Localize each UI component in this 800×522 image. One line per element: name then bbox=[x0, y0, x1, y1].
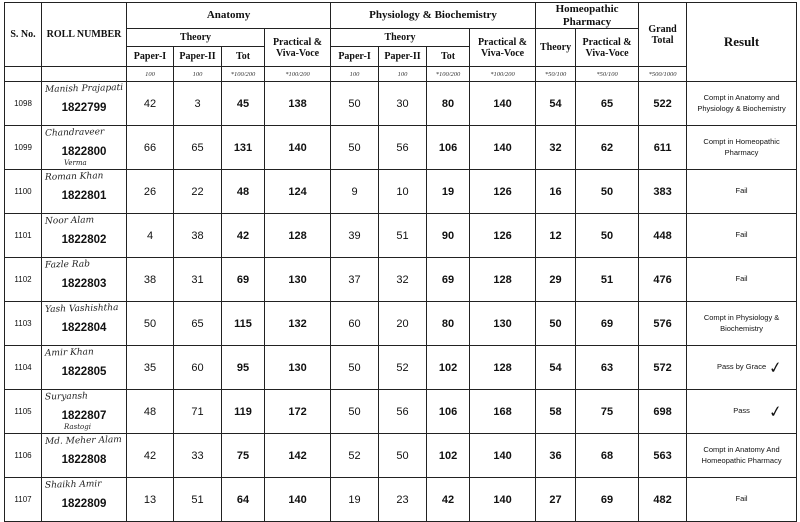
cell-physio-tot: 80 bbox=[427, 82, 470, 126]
cell-sno: 1103 bbox=[5, 302, 42, 346]
max-physio-tot: *100/200 bbox=[427, 67, 470, 82]
result-text: Fail bbox=[735, 186, 748, 196]
cell-result bbox=[687, 126, 797, 170]
table-row bbox=[5, 126, 797, 170]
header-physio-paper1: Paper-I bbox=[331, 47, 379, 67]
cell-physio-paper2: 10 bbox=[379, 170, 427, 214]
check-mark-icon: ✓ bbox=[767, 402, 784, 422]
cell-homeo-practical: 65 bbox=[576, 82, 639, 126]
cell-result bbox=[687, 478, 797, 522]
cell-grand-total: 611 bbox=[639, 126, 687, 170]
cell-anatomy-paper1: 42 bbox=[127, 82, 174, 126]
cell-anatomy-tot: 64 bbox=[222, 478, 265, 522]
cell-anatomy-tot: 42 bbox=[222, 214, 265, 258]
cell-sno: 1105 bbox=[5, 390, 42, 434]
max-anatomy-practical: *100/200 bbox=[265, 67, 331, 82]
cell-grand-total: 572 bbox=[639, 346, 687, 390]
cell-grand-total: 563 bbox=[639, 434, 687, 478]
cell-physio-paper1: 50 bbox=[331, 346, 379, 390]
cell-physio-practical: 126 bbox=[470, 170, 536, 214]
header-homeo-theory: Theory bbox=[536, 29, 576, 67]
table-row bbox=[5, 82, 797, 126]
roll-number: 1822807 bbox=[61, 410, 107, 422]
cell-grand-total: 476 bbox=[639, 258, 687, 302]
header-physio-tot: Tot bbox=[427, 47, 470, 67]
cell-anatomy-tot: 131 bbox=[222, 126, 265, 170]
table-row bbox=[5, 170, 797, 214]
handwritten-name-continued: Verma bbox=[64, 159, 87, 167]
cell-anatomy-paper1: 38 bbox=[127, 258, 174, 302]
header-physiology: Physiology & Biochemistry bbox=[331, 3, 536, 29]
cell-physio-practical: 128 bbox=[470, 258, 536, 302]
max-physio-practical: *100/200 bbox=[470, 67, 536, 82]
table-row bbox=[5, 390, 797, 434]
cell-roll bbox=[42, 390, 127, 434]
result-text: Compt in Homeopathic Pharmacy bbox=[703, 137, 780, 157]
handwritten-name: Md. Meher Alam bbox=[44, 434, 122, 448]
cell-result bbox=[687, 170, 797, 214]
cell-anatomy-tot: 95 bbox=[222, 346, 265, 390]
cell-sno: 1098 bbox=[5, 82, 42, 126]
cell-sno: 1099 bbox=[5, 126, 42, 170]
cell-physio-paper1: 9 bbox=[331, 170, 379, 214]
cell-roll bbox=[42, 82, 127, 126]
cell-physio-practical: 140 bbox=[470, 478, 536, 522]
handwritten-name-continued: Rastogi bbox=[64, 423, 91, 431]
cell-anatomy-paper1: 26 bbox=[127, 170, 174, 214]
max-grand-total: *500/1000 bbox=[639, 67, 687, 82]
header-anatomy-theory: Theory bbox=[127, 29, 265, 47]
cell-physio-paper1: 19 bbox=[331, 478, 379, 522]
max-anatomy-paper1: 100 bbox=[127, 67, 174, 82]
roll-number: 1822801 bbox=[61, 190, 107, 202]
cell-physio-practical: 130 bbox=[470, 302, 536, 346]
result-text: Pass bbox=[733, 406, 750, 416]
cell-sno: 1100 bbox=[5, 170, 42, 214]
cell-anatomy-paper1: 13 bbox=[127, 478, 174, 522]
cell-physio-paper1: 39 bbox=[331, 214, 379, 258]
table-body bbox=[5, 82, 797, 522]
cell-physio-paper2: 56 bbox=[379, 126, 427, 170]
cell-homeo-practical: 50 bbox=[576, 214, 639, 258]
roll-number: 1822804 bbox=[61, 322, 107, 334]
header-anatomy: Anatomy bbox=[127, 3, 331, 29]
header-physio-paper2: Paper-II bbox=[379, 47, 427, 67]
cell-sno: 1106 bbox=[5, 434, 42, 478]
cell-anatomy-practical: 130 bbox=[265, 346, 331, 390]
cell-homeo-practical: 63 bbox=[576, 346, 639, 390]
cell-homeo-practical: 68 bbox=[576, 434, 639, 478]
header-anatomy-paper1: Paper-I bbox=[127, 47, 174, 67]
marks-table bbox=[4, 2, 797, 522]
cell-anatomy-paper1: 66 bbox=[127, 126, 174, 170]
table-row bbox=[5, 478, 797, 522]
cell-homeo-practical: 69 bbox=[576, 302, 639, 346]
cell-roll bbox=[42, 302, 127, 346]
header-anatomy-practical: Practical & Viva-Voce bbox=[265, 29, 331, 67]
header-anatomy-tot: Tot bbox=[222, 47, 265, 67]
cell-result bbox=[687, 82, 797, 126]
cell-physio-paper1: 50 bbox=[331, 82, 379, 126]
cell-homeo-theory: 16 bbox=[536, 170, 576, 214]
cell-anatomy-paper2: 33 bbox=[174, 434, 222, 478]
cell-grand-total: 522 bbox=[639, 82, 687, 126]
header-anatomy-paper2: Paper-II bbox=[174, 47, 222, 67]
cell-anatomy-paper2: 51 bbox=[174, 478, 222, 522]
cell-anatomy-paper2: 3 bbox=[174, 82, 222, 126]
header-roll-number: ROLL NUMBER bbox=[42, 3, 127, 67]
cell-physio-tot: 42 bbox=[427, 478, 470, 522]
table-row bbox=[5, 214, 797, 258]
header-grand-total: Grand Total bbox=[639, 3, 687, 67]
cell-homeo-practical: 69 bbox=[576, 478, 639, 522]
handwritten-name: Fazle Rab bbox=[44, 259, 91, 271]
cell-physio-practical: 126 bbox=[470, 214, 536, 258]
cell-anatomy-practical: 132 bbox=[265, 302, 331, 346]
cell-homeo-theory: 50 bbox=[536, 302, 576, 346]
cell-result bbox=[687, 390, 797, 434]
cell-anatomy-practical: 140 bbox=[265, 478, 331, 522]
max-physio-paper2: 100 bbox=[379, 67, 427, 82]
cell-homeo-practical: 62 bbox=[576, 126, 639, 170]
header-sno: S. No. bbox=[5, 3, 42, 67]
result-text: Fail bbox=[735, 494, 748, 504]
roll-number: 1822805 bbox=[61, 366, 107, 378]
cell-physio-tot: 106 bbox=[427, 390, 470, 434]
cell-result bbox=[687, 302, 797, 346]
cell-anatomy-paper2: 71 bbox=[174, 390, 222, 434]
cell-roll bbox=[42, 346, 127, 390]
cell-homeo-practical: 75 bbox=[576, 390, 639, 434]
table-row bbox=[5, 434, 797, 478]
result-text: Compt in Physiology & Biochemistry bbox=[703, 313, 780, 333]
check-mark-icon: ✓ bbox=[767, 358, 784, 378]
cell-physio-paper2: 51 bbox=[379, 214, 427, 258]
roll-number: 1822808 bbox=[61, 454, 107, 466]
max-anatomy-tot: *100/200 bbox=[222, 67, 265, 82]
cell-grand-total: 482 bbox=[639, 478, 687, 522]
handwritten-name: Manish Prajapati bbox=[44, 82, 124, 96]
handwritten-name: Amir Khan bbox=[44, 347, 94, 359]
cell-anatomy-paper2: 65 bbox=[174, 302, 222, 346]
cell-roll bbox=[42, 258, 127, 302]
cell-anatomy-paper2: 22 bbox=[174, 170, 222, 214]
cell-sno: 1104 bbox=[5, 346, 42, 390]
cell-homeo-practical: 50 bbox=[576, 170, 639, 214]
cell-physio-practical: 140 bbox=[470, 126, 536, 170]
table-row bbox=[5, 302, 797, 346]
cell-result bbox=[687, 434, 797, 478]
cell-physio-paper1: 60 bbox=[331, 302, 379, 346]
cell-grand-total: 448 bbox=[639, 214, 687, 258]
handwritten-name: Noor Alam bbox=[44, 215, 95, 227]
cell-physio-practical: 128 bbox=[470, 346, 536, 390]
table-row bbox=[5, 258, 797, 302]
cell-anatomy-practical: 172 bbox=[265, 390, 331, 434]
cell-homeo-theory: 29 bbox=[536, 258, 576, 302]
header-physio-theory: Theory bbox=[331, 29, 470, 47]
roll-number: 1822800 bbox=[61, 146, 107, 158]
max-empty-roll bbox=[42, 67, 127, 82]
cell-physio-paper2: 20 bbox=[379, 302, 427, 346]
cell-anatomy-paper2: 60 bbox=[174, 346, 222, 390]
result-text: Fail bbox=[735, 230, 748, 240]
cell-anatomy-paper1: 48 bbox=[127, 390, 174, 434]
header-homeo-practical: Practical & Viva-Voce bbox=[576, 29, 639, 67]
table-row bbox=[5, 346, 797, 390]
max-homeo-theory: *50/100 bbox=[536, 67, 576, 82]
cell-physio-paper2: 50 bbox=[379, 434, 427, 478]
cell-physio-paper1: 52 bbox=[331, 434, 379, 478]
cell-sno: 1101 bbox=[5, 214, 42, 258]
cell-anatomy-tot: 115 bbox=[222, 302, 265, 346]
cell-physio-tot: 69 bbox=[427, 258, 470, 302]
cell-anatomy-paper2: 31 bbox=[174, 258, 222, 302]
cell-physio-tot: 80 bbox=[427, 302, 470, 346]
roll-number: 1822799 bbox=[61, 102, 107, 114]
cell-anatomy-paper2: 65 bbox=[174, 126, 222, 170]
cell-homeo-theory: 32 bbox=[536, 126, 576, 170]
cell-physio-practical: 168 bbox=[470, 390, 536, 434]
max-empty-sno bbox=[5, 67, 42, 82]
max-anatomy-paper2: 100 bbox=[174, 67, 222, 82]
cell-anatomy-tot: 69 bbox=[222, 258, 265, 302]
cell-roll bbox=[42, 434, 127, 478]
max-physio-paper1: 100 bbox=[331, 67, 379, 82]
cell-physio-paper2: 56 bbox=[379, 390, 427, 434]
cell-roll bbox=[42, 478, 127, 522]
handwritten-name: Chandraveer bbox=[44, 127, 105, 139]
handwritten-name: Yash Vashishtha bbox=[44, 303, 119, 315]
cell-grand-total: 698 bbox=[639, 390, 687, 434]
cell-sno: 1107 bbox=[5, 478, 42, 522]
result-text: Fail bbox=[735, 274, 748, 284]
cell-physio-paper2: 23 bbox=[379, 478, 427, 522]
handwritten-name: Shaikh Amir bbox=[44, 479, 102, 491]
cell-sno: 1102 bbox=[5, 258, 42, 302]
cell-homeo-theory: 12 bbox=[536, 214, 576, 258]
header-homeopathic-pharmacy: Homeopathic Pharmacy bbox=[536, 3, 639, 29]
cell-grand-total: 383 bbox=[639, 170, 687, 214]
roll-number: 1822802 bbox=[61, 234, 107, 246]
cell-physio-tot: 106 bbox=[427, 126, 470, 170]
cell-anatomy-practical: 128 bbox=[265, 214, 331, 258]
cell-physio-paper2: 52 bbox=[379, 346, 427, 390]
cell-anatomy-tot: 45 bbox=[222, 82, 265, 126]
cell-anatomy-practical: 142 bbox=[265, 434, 331, 478]
cell-roll bbox=[42, 170, 127, 214]
result-text: Pass by Grace bbox=[716, 362, 767, 372]
cell-grand-total: 576 bbox=[639, 302, 687, 346]
roll-number: 1822809 bbox=[61, 498, 107, 510]
cell-roll bbox=[42, 126, 127, 170]
cell-homeo-theory: 58 bbox=[536, 390, 576, 434]
cell-anatomy-tot: 48 bbox=[222, 170, 265, 214]
result-text: Compt in Anatomy and Physiology & Biochemistry bbox=[697, 93, 786, 113]
cell-anatomy-paper1: 42 bbox=[127, 434, 174, 478]
cell-physio-tot: 90 bbox=[427, 214, 470, 258]
cell-anatomy-paper1: 35 bbox=[127, 346, 174, 390]
cell-result bbox=[687, 214, 797, 258]
handwritten-name: Roman Khan bbox=[44, 171, 104, 183]
cell-anatomy-practical: 130 bbox=[265, 258, 331, 302]
cell-anatomy-paper1: 4 bbox=[127, 214, 174, 258]
cell-roll bbox=[42, 214, 127, 258]
cell-anatomy-paper2: 38 bbox=[174, 214, 222, 258]
header-result: Result bbox=[687, 3, 797, 82]
cell-anatomy-paper1: 50 bbox=[127, 302, 174, 346]
cell-physio-paper1: 37 bbox=[331, 258, 379, 302]
cell-result bbox=[687, 346, 797, 390]
cell-physio-paper1: 50 bbox=[331, 126, 379, 170]
cell-physio-tot: 102 bbox=[427, 346, 470, 390]
cell-anatomy-tot: 119 bbox=[222, 390, 265, 434]
cell-physio-paper2: 32 bbox=[379, 258, 427, 302]
cell-physio-paper1: 50 bbox=[331, 390, 379, 434]
cell-anatomy-practical: 124 bbox=[265, 170, 331, 214]
cell-homeo-theory: 54 bbox=[536, 346, 576, 390]
cell-anatomy-tot: 75 bbox=[222, 434, 265, 478]
cell-physio-practical: 140 bbox=[470, 82, 536, 126]
cell-anatomy-practical: 140 bbox=[265, 126, 331, 170]
handwritten-name: Suryansh bbox=[44, 391, 89, 403]
max-homeo-practical: *50/100 bbox=[576, 67, 639, 82]
cell-homeo-theory: 27 bbox=[536, 478, 576, 522]
cell-homeo-theory: 36 bbox=[536, 434, 576, 478]
cell-physio-tot: 19 bbox=[427, 170, 470, 214]
result-text: Compt in Anatomy And Homeopathic Pharmacy bbox=[701, 445, 782, 465]
cell-physio-tot: 102 bbox=[427, 434, 470, 478]
cell-homeo-theory: 54 bbox=[536, 82, 576, 126]
result-sheet bbox=[4, 2, 796, 520]
cell-physio-paper2: 30 bbox=[379, 82, 427, 126]
cell-anatomy-practical: 138 bbox=[265, 82, 331, 126]
roll-number: 1822803 bbox=[61, 278, 107, 290]
cell-physio-practical: 140 bbox=[470, 434, 536, 478]
cell-homeo-practical: 51 bbox=[576, 258, 639, 302]
cell-result bbox=[687, 258, 797, 302]
header-physio-practical: Practical & Viva-Voce bbox=[470, 29, 536, 67]
